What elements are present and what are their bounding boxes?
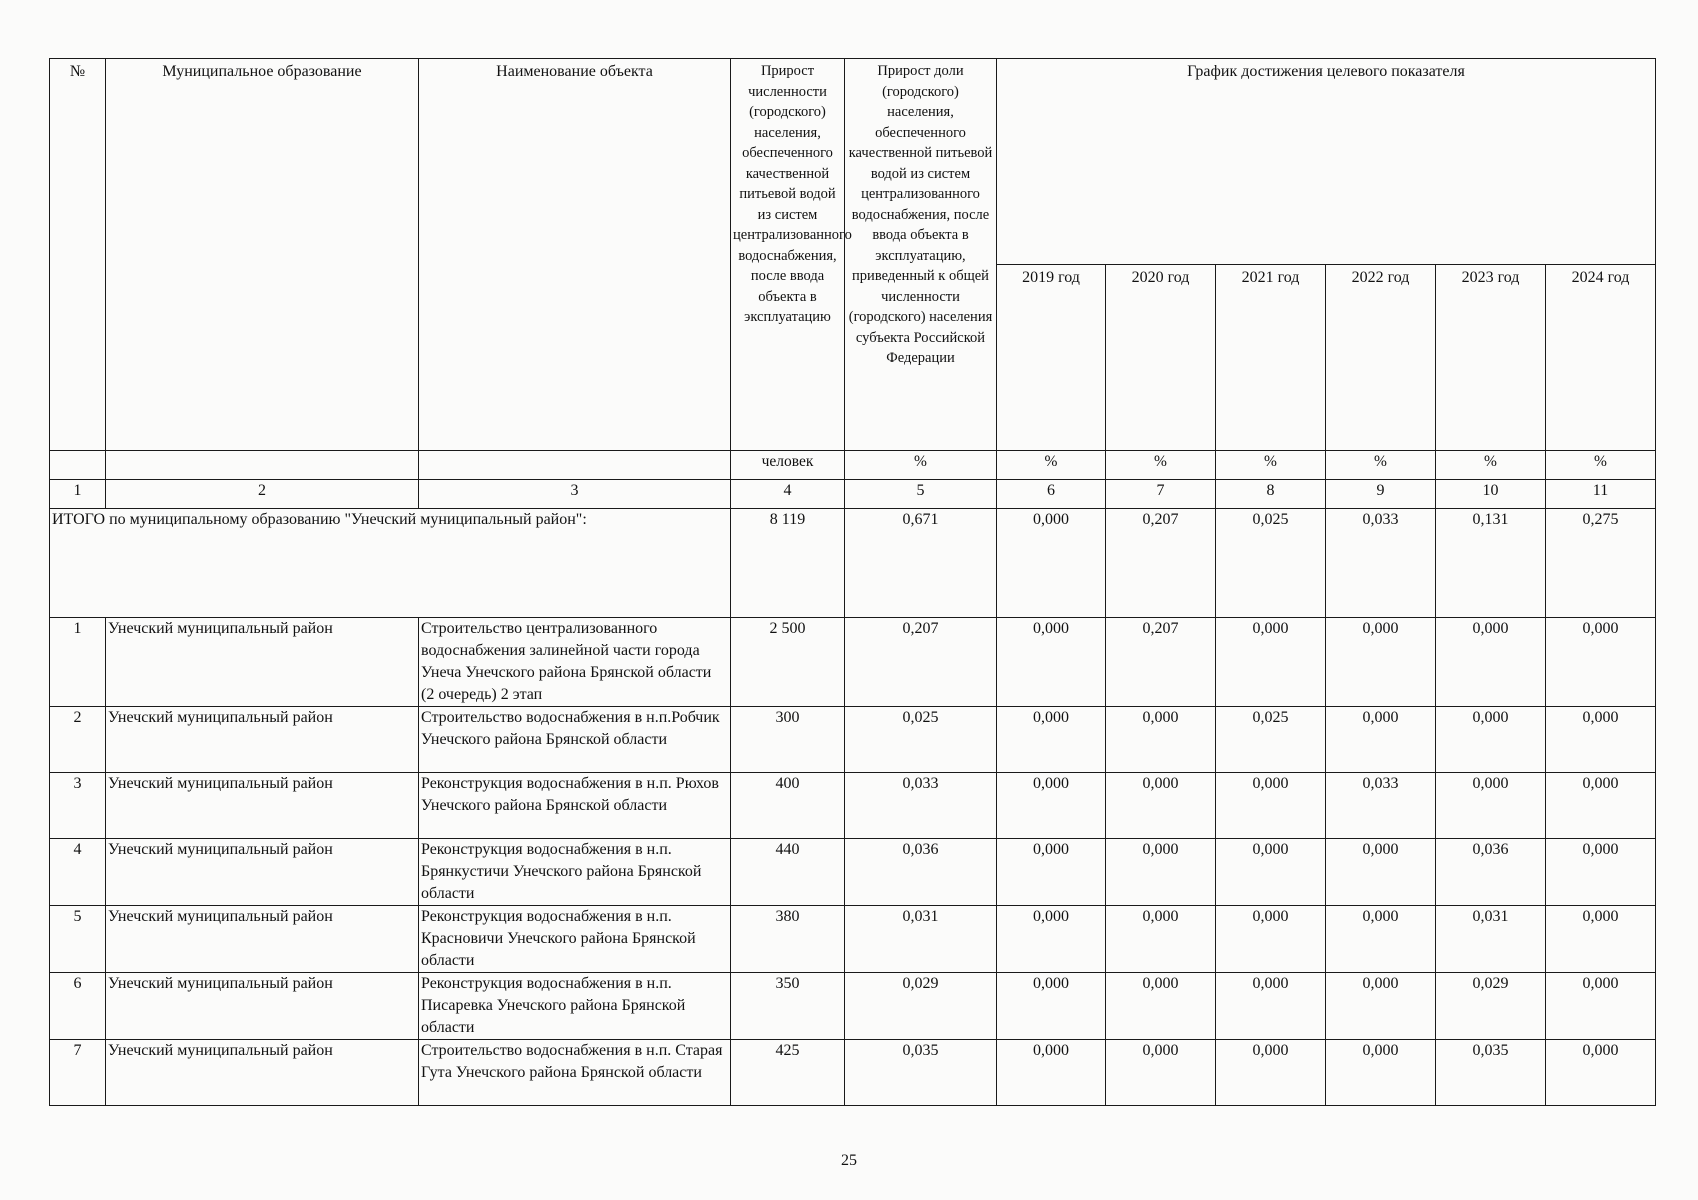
row-year-value: 0,000	[1216, 1040, 1326, 1106]
row-year-value: 0,000	[1106, 707, 1216, 773]
row-object-name: Реконструкция водоснабжения в н.п. Писаревка Унечского района Брянской области	[419, 973, 731, 1040]
unit-cell: %	[845, 451, 997, 480]
row-municipality: Унечский муниципальный район	[106, 839, 419, 906]
row-population: 350	[731, 973, 845, 1040]
row-year-value: 0,000	[1546, 707, 1656, 773]
row-year-value: 0,000	[1546, 773, 1656, 839]
header-year-2021: 2021 год	[1216, 265, 1326, 451]
row-year-value: 0,000	[1436, 707, 1546, 773]
row-number: 2	[50, 707, 106, 773]
row-share: 0,031	[845, 906, 997, 973]
header-object-name: Наименование объекта	[419, 59, 731, 451]
row-population: 2 500	[731, 618, 845, 707]
row-year-value: 0,000	[1546, 839, 1656, 906]
table-row	[50, 839, 1656, 906]
row-object-name: Реконструкция водоснабжения в н.п. Красновичи Унечского района Брянской области	[419, 906, 731, 973]
row-population: 380	[731, 906, 845, 973]
row-year-value: 0,000	[1546, 1040, 1656, 1106]
column-number: 5	[845, 480, 997, 509]
unit-cell: %	[1546, 451, 1656, 480]
row-share: 0,025	[845, 707, 997, 773]
column-number: 6	[997, 480, 1106, 509]
row-object-name: Реконструкция водоснабжения в н.п. Рюхов Унечского района Брянской области	[419, 773, 731, 839]
header-schedule: График достижения целевого показателя	[997, 59, 1656, 265]
row-year-value: 0,000	[1436, 618, 1546, 707]
row-year-value: 0,000	[1216, 839, 1326, 906]
row-year-value: 0,000	[997, 707, 1106, 773]
header-year-2019: 2019 год	[997, 265, 1106, 451]
unit-cell: %	[1216, 451, 1326, 480]
row-year-value: 0,000	[1106, 906, 1216, 973]
row-municipality: Унечский муниципальный район	[106, 906, 419, 973]
row-share: 0,033	[845, 773, 997, 839]
row-year-value: 0,000	[1106, 973, 1216, 1040]
row-year-value: 0,000	[1216, 906, 1326, 973]
total-year-value: 0,033	[1326, 509, 1436, 618]
table-row	[50, 707, 1656, 773]
total-year-value: 0,275	[1546, 509, 1656, 618]
row-year-value: 0,000	[997, 618, 1106, 707]
row-year-value: 0,000	[997, 773, 1106, 839]
row-year-value: 0,029	[1436, 973, 1546, 1040]
row-year-value: 0,000	[1326, 839, 1436, 906]
header-year-2023: 2023 год	[1436, 265, 1546, 451]
row-share: 0,035	[845, 1040, 997, 1106]
row-object-name: Строительство водоснабжения в н.п.Робчик Унечского района Брянской области	[419, 707, 731, 773]
table-row	[50, 906, 1656, 973]
row-year-value: 0,000	[997, 1040, 1106, 1106]
unit-cell: человек	[731, 451, 845, 480]
column-numbers-row	[50, 480, 1656, 509]
row-year-value: 0,000	[1106, 839, 1216, 906]
unit-cell: %	[1106, 451, 1216, 480]
table-row	[50, 973, 1656, 1040]
row-number: 5	[50, 906, 106, 973]
row-year-value: 0,000	[1216, 618, 1326, 707]
header-population-growth: Прирост численности (городского) населения, обеспеченного качественной питьевой водой из систем централизованного водоснабжения, после ввода объекта в эксплуатацию	[731, 59, 845, 451]
row-year-value: 0,000	[1326, 1040, 1436, 1106]
header-year-2020: 2020 год	[1106, 265, 1216, 451]
row-municipality: Унечский муниципальный район	[106, 1040, 419, 1106]
row-number: 7	[50, 1040, 106, 1106]
column-number: 11	[1546, 480, 1656, 509]
total-row	[50, 509, 1656, 618]
row-year-value: 0,000	[1106, 1040, 1216, 1106]
total-year-value: 0,025	[1216, 509, 1326, 618]
column-number: 1	[50, 480, 106, 509]
row-year-value: 0,000	[997, 973, 1106, 1040]
row-year-value: 0,025	[1216, 707, 1326, 773]
row-year-value: 0,000	[1546, 973, 1656, 1040]
header-municipality: Муниципальное образование	[106, 59, 419, 451]
row-share: 0,207	[845, 618, 997, 707]
row-population: 300	[731, 707, 845, 773]
column-number: 4	[731, 480, 845, 509]
row-year-value: 0,000	[1326, 906, 1436, 973]
column-number: 10	[1436, 480, 1546, 509]
unit-cell: %	[1326, 451, 1436, 480]
page-number: 25	[841, 1152, 857, 1169]
header-no: №	[50, 59, 106, 451]
header-year-2024: 2024 год	[1546, 265, 1656, 451]
row-object-name: Строительство централизованного водоснабжения залинейной части города Унеча Унечского района Брянской области (2 очередь) 2 этап	[419, 618, 731, 707]
row-population: 425	[731, 1040, 845, 1106]
row-number: 1	[50, 618, 106, 707]
total-share: 0,671	[845, 509, 997, 618]
table-row	[50, 618, 1656, 707]
row-year-value: 0,000	[1326, 973, 1436, 1040]
row-year-value: 0,000	[1216, 973, 1326, 1040]
column-number: 8	[1216, 480, 1326, 509]
unit-cell: %	[997, 451, 1106, 480]
table-row	[50, 773, 1656, 839]
row-municipality: Унечский муниципальный район	[106, 618, 419, 707]
total-year-value: 0,207	[1106, 509, 1216, 618]
total-label: ИТОГО по муниципальному образованию "Унечский муниципальный район":	[50, 509, 731, 618]
unit-cell: %	[1436, 451, 1546, 480]
row-municipality: Унечский муниципальный район	[106, 773, 419, 839]
row-year-value: 0,000	[1106, 773, 1216, 839]
total-year-value: 0,000	[997, 509, 1106, 618]
row-year-value: 0,000	[997, 906, 1106, 973]
row-population: 400	[731, 773, 845, 839]
row-year-value: 0,000	[1546, 618, 1656, 707]
column-number: 9	[1326, 480, 1436, 509]
units-row	[50, 451, 1656, 480]
column-number: 7	[1106, 480, 1216, 509]
total-year-value: 0,131	[1436, 509, 1546, 618]
row-year-value: 0,000	[1216, 773, 1326, 839]
row-object-name: Реконструкция водоснабжения в н.п. Брянкустичи Унечского района Брянской области	[419, 839, 731, 906]
row-municipality: Унечский муниципальный район	[106, 707, 419, 773]
row-year-value: 0,033	[1326, 773, 1436, 839]
row-year-value: 0,000	[1436, 773, 1546, 839]
row-municipality: Унечский муниципальный район	[106, 973, 419, 1040]
header-year-2022: 2022 год	[1326, 265, 1436, 451]
target-indicator-table	[49, 58, 1656, 1106]
total-population: 8 119	[731, 509, 845, 618]
column-number: 3	[419, 480, 731, 509]
table-row	[50, 1040, 1656, 1106]
row-year-value: 0,000	[997, 839, 1106, 906]
row-year-value: 0,036	[1436, 839, 1546, 906]
row-year-value: 0,035	[1436, 1040, 1546, 1106]
column-number: 2	[106, 480, 419, 509]
row-year-value: 0,000	[1546, 906, 1656, 973]
row-number: 6	[50, 973, 106, 1040]
row-year-value: 0,207	[1106, 618, 1216, 707]
row-number: 3	[50, 773, 106, 839]
header-share-growth: Прирост доли (городского) населения, обеспеченного качественной питьевой водой из систем централизованного водоснабжения, после ввода объекта в эксплуатацию, приведенный к общей численности (городского) населения субъекта Российской Федерации	[845, 59, 997, 451]
row-share: 0,036	[845, 839, 997, 906]
row-population: 440	[731, 839, 845, 906]
row-year-value: 0,000	[1326, 707, 1436, 773]
row-object-name: Строительство водоснабжения в н.п. Старая Гута Унечского района Брянской области	[419, 1040, 731, 1106]
row-share: 0,029	[845, 973, 997, 1040]
row-year-value: 0,000	[1326, 618, 1436, 707]
row-number: 4	[50, 839, 106, 906]
row-year-value: 0,031	[1436, 906, 1546, 973]
